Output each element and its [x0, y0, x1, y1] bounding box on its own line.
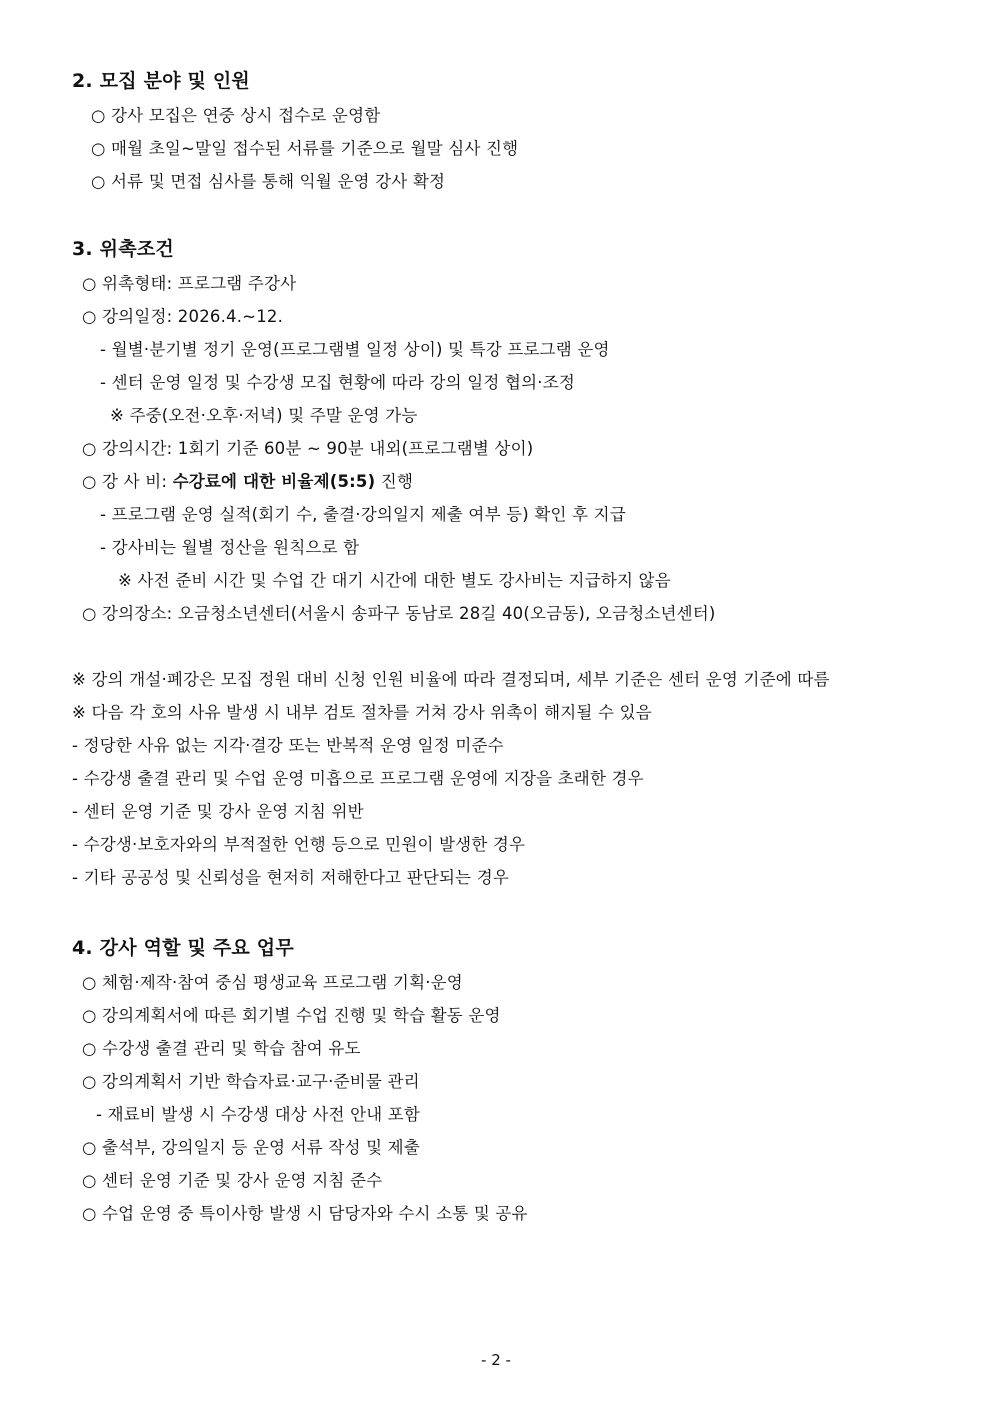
section-2-item-2: ○ 매월 초일~말일 접수된 서류를 기준으로 월말 심사 진행 [91, 139, 519, 158]
section-4-item-6: ○ 센터 운영 기준 및 강사 운영 지침 준수 [82, 1171, 383, 1190]
section-3-time: ○ 강의시간: 1회기 기준 60분 ~ 90분 내외(프로그램별 상이) [82, 439, 534, 458]
notes-item-4: - 수강생·보호자와의 부적절한 언행 등으로 민원이 발생한 경우 [72, 835, 526, 854]
notes-note-1: ※ 강의 개설·폐강은 모집 정원 대비 신청 인원 비율에 따라 결정되며, 세부 기준은 센터 운영 기준에 따름 [72, 670, 830, 689]
section-4-item-3: ○ 수강생 출결 관리 및 학습 참여 유도 [82, 1039, 361, 1058]
section-3-schedule-sub-2: - 센터 운영 일정 및 수강생 모집 현황에 따라 강의 일정 협의·조정 [100, 373, 575, 392]
section-3-schedule-note: ※ 주중(오전·오후·저녁) 및 주말 운영 가능 [110, 406, 418, 425]
section-4-item-7: ○ 수업 운영 중 특이사항 발생 시 담당자와 수시 소통 및 공유 [82, 1204, 528, 1223]
section-3-fee-bold: 수강료에 대한 비율제(5:5) [172, 472, 376, 491]
section-4-item-4-sub: - 재료비 발생 시 수강생 대상 사전 안내 포함 [96, 1105, 421, 1124]
section-3-schedule-sub-1: - 월별·분기별 정기 운영(프로그램별 일정 상이) 및 특강 프로그램 운영 [100, 340, 610, 359]
section-3-fee [82, 471, 413, 493]
section-4-heading: 4. 강사 역할 및 주요 업무 [72, 937, 294, 959]
section-2-item-1: ○ 강사 모집은 연중 상시 접수로 운영함 [91, 106, 381, 125]
section-3-fee-suffix: 진행 [375, 472, 414, 491]
section-3-fee-sub-1: - 프로그램 운영 실적(회기 수, 출결·강의일지 제출 여부 등) 확인 후 지급 [100, 505, 626, 524]
section-4-item-5: ○ 출석부, 강의일지 등 운영 서류 작성 및 제출 [82, 1138, 420, 1157]
section-2-heading: 2. 모집 분야 및 인원 [72, 70, 250, 92]
page-number: - 2 - [481, 1351, 511, 1369]
section-2-item-3: ○ 서류 및 면접 심사를 통해 익월 운영 강사 확정 [91, 172, 446, 191]
section-4-item-1: ○ 체험·제작·참여 중심 평생교육 프로그램 기획·운영 [82, 973, 463, 992]
section-3-place: ○ 강의장소: 오금청소년센터(서울시 송파구 동남로 28길 40(오금동), 오금청소년센터) [82, 604, 716, 623]
section-3-fee-note: ※ 사전 준비 시간 및 수업 간 대기 시간에 대한 별도 강사비는 지급하지 않음 [118, 571, 671, 590]
section-3-fee-prefix: ○ 강 사 비: [82, 472, 173, 491]
section-3-heading: 3. 위촉조건 [72, 238, 174, 260]
notes-note-2: ※ 다음 각 호의 사유 발생 시 내부 검토 절차를 거쳐 강사 위촉이 해지될 수 있음 [72, 703, 652, 722]
section-3-form: ○ 위촉형태: 프로그램 주강사 [82, 274, 297, 293]
section-4-item-2: ○ 강의계획서에 따른 회기별 수업 진행 및 학습 활동 운영 [82, 1006, 501, 1025]
section-3-fee-sub-2: - 강사비는 월별 정산을 원칙으로 함 [100, 538, 360, 557]
notes-item-5: - 기타 공공성 및 신뢰성을 현저히 저해한다고 판단되는 경우 [72, 868, 510, 887]
notes-item-1: - 정당한 사유 없는 지각·결강 또는 반복적 운영 일정 미준수 [72, 736, 504, 755]
section-3-schedule: ○ 강의일정: 2026.4.~12. [82, 307, 284, 326]
notes-item-3: - 센터 운영 기준 및 강사 운영 지침 위반 [72, 802, 364, 821]
section-4-item-4: ○ 강의계획서 기반 학습자료·교구·준비물 관리 [82, 1072, 420, 1091]
notes-item-2: - 수강생 출결 관리 및 수업 운영 미흡으로 프로그램 운영에 지장을 초래한 경우 [72, 769, 644, 788]
